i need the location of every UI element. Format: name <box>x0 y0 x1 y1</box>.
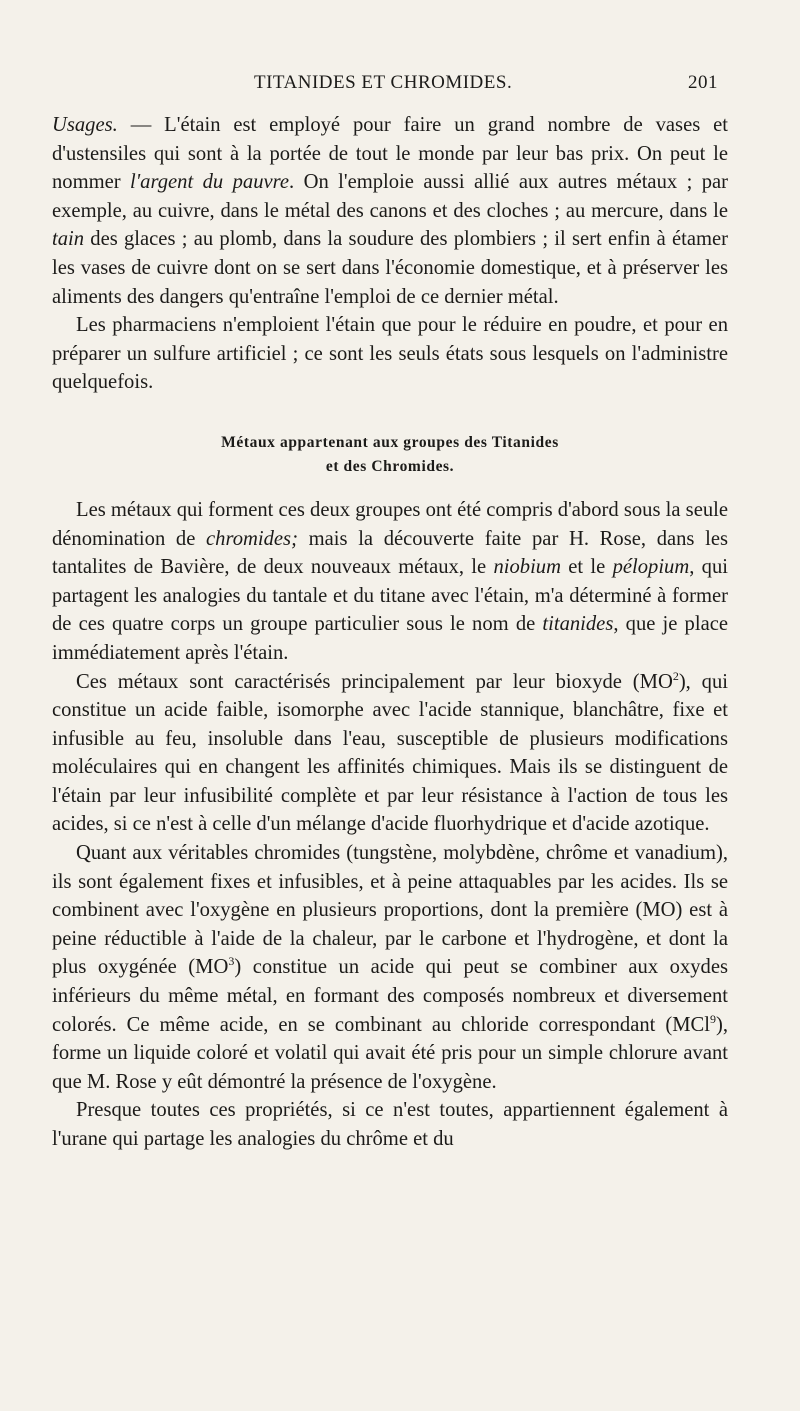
caracterises-superscript: 2 <box>672 668 679 683</box>
paragraph-presque: Presque toutes ces propriétés, si ce n'est toutes, appartiennent également à l'urane qui partage les analogies du chrôme et du <box>52 1099 728 1150</box>
paragraph-metaux <box>52 496 728 668</box>
quant-text-1: Quant aux véritables chromides (tungstène, molybdène, chrôme et vanadium), ils sont également fixes et infusibles, et à peine attaquables par les acides. Ils se combinent avec l'oxygène en plusieurs proportions, dont la première (MO) est à peine réductible à l'aide de la chaleur, par le carbone et l'hydrogène, et dont la plus oxygénée (MO <box>52 842 728 979</box>
usages-italic-argent: l'argent du pauvre <box>130 171 290 194</box>
running-title: TITANIDES ET CHROMIDES. <box>254 72 513 93</box>
metaux-italic-chromides: chromides; <box>206 527 298 550</box>
caracterises-text-2: ), qui constitue un acide faible, isomorphe avec l'acide stannique, blanchâtre, fixe et infusible au feu, insoluble dans l'eau, susceptible de plusieurs modifications moléculaires qui en changent les affinités chimiques. Mais ils se distinguent de l'étain par leur infusibilité complète et par leur résistance à l'action de tous les acides, si ce n'est à celle d'un mélange d'acide fluorhydrique et d'acide azotique. <box>52 670 728 836</box>
paragraph-caracterises <box>52 668 728 840</box>
paragraph-usages <box>52 111 728 311</box>
metaux-text-3: et le <box>560 556 613 579</box>
usages-text-1: — L'étain est employé pour faire un grand nombre de vases et d'ustensiles qui sont à la portée de tout le monde par leur bas prix. On peut le nommer <box>52 114 728 194</box>
metaux-text-1: Les métaux qui forment ces deux groupes ont été compris d'abord sous la seule dénomination de <box>52 498 728 550</box>
metaux-italic-titanides: titanides <box>542 613 614 636</box>
paragraph-quant <box>52 839 728 1096</box>
page-number: 201 <box>688 72 718 93</box>
caracterises-text-1: Ces métaux sont caractérisés principalement par leur bioxyde (MO <box>76 670 673 693</box>
usages-text-3: des glaces ; au plomb, dans la soudure des plombiers ; il sert enfin à étamer les vases de cuivre dont on se sert dans l'économie domestique, et à préserver les aliments des dangers qu'entraîne l'emploi de ce dernier métal. <box>52 228 728 308</box>
metaux-italic-pelopium: pélopium <box>612 556 690 579</box>
usages-italic-tain: tain <box>52 228 85 251</box>
quant-superscript-2: 9 <box>709 1011 716 1026</box>
quant-superscript-1: 3 <box>228 954 235 969</box>
body-text <box>52 111 728 1154</box>
metaux-text-4: , qui partagent les analogies du tantale et du titane avec l'étain, m'a déterminé à former de ces quatre corps un groupe particulier sous le nom de <box>52 556 728 636</box>
usages-text-2: . On l'emploie aussi allié aux autres métaux ; par exemple, au cuivre, dans le métal des canons et des cloches ; au mercure, dans le <box>52 171 729 222</box>
paragraph-pharmaciens: Les pharmaciens n'emploient l'étain que pour le réduire en poudre, et pour en préparer un sulfure artificiel ; ce sont les seuls états sous lesquels on l'administre quelquefois. <box>52 314 728 394</box>
usages-lead: Usages. <box>52 114 118 136</box>
section-title <box>52 431 728 479</box>
section-title-line-2: et des Chromides. <box>325 457 455 475</box>
metaux-italic-niobium: niobium <box>493 556 561 579</box>
page-header <box>0 72 800 102</box>
metaux-text-2: mais la découverte faite par H. Rose, dans les tantalites de Bavière, de deux nouveaux métaux, le <box>52 527 728 579</box>
metaux-text-5: , que je place immédiatement après l'étain. <box>52 613 728 664</box>
quant-text-2: ) constitue un acide qui peut se combiner aux oxydes inférieurs du même métal, en formant des composés nombreux et diversement colorés. Ce même acide, en se combinant au chloride correspondant (MCl <box>52 956 728 1036</box>
quant-text-3: ), forme un liquide coloré et volatil qui avait été pris pour un simple chlorure avant que M. Rose y eût démontré la présence de l'oxygène. <box>52 1013 728 1093</box>
section-title-line-1: Métaux appartenant aux groupes des Titanides <box>221 433 559 451</box>
